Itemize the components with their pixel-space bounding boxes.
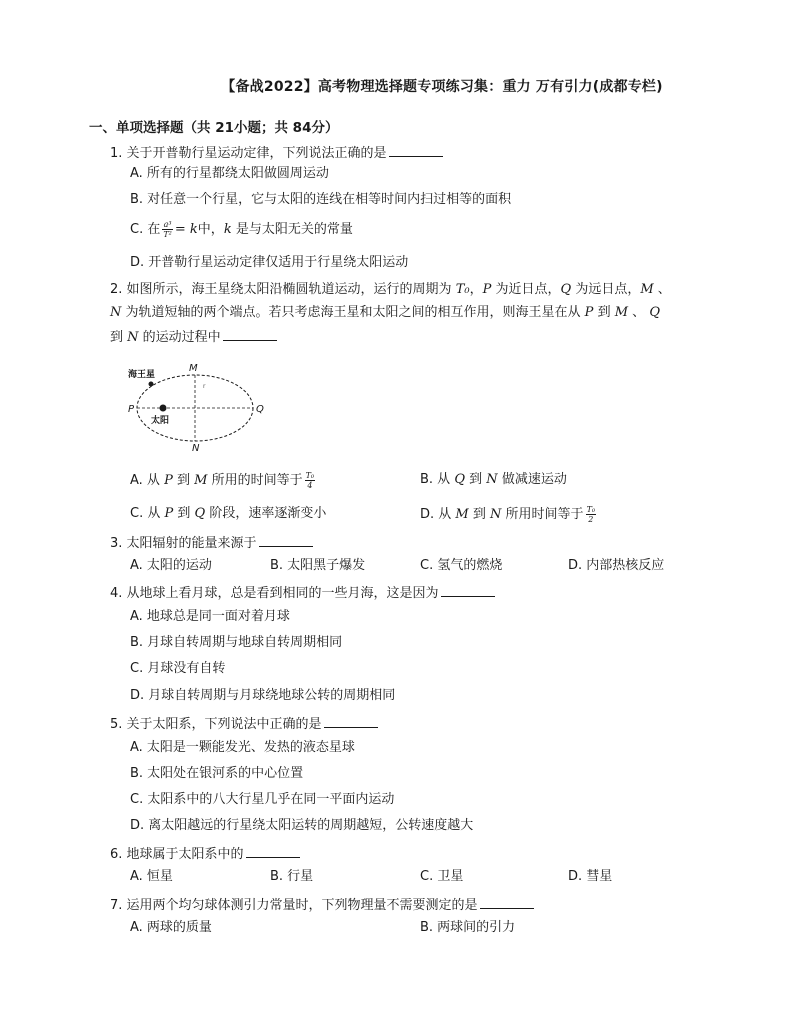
fraction: $\frac{\text{T₀}}{4}$ bbox=[305, 471, 315, 490]
question-5-option-a[interactable]: A. 太阳是一颗能发光、发热的液态星球 bbox=[130, 740, 355, 755]
question-6-stem: 6. 地球属于太阳系中的 bbox=[110, 845, 300, 864]
answer-blank[interactable] bbox=[389, 144, 443, 157]
section-heading: 一、单项选择题（共 21小题；共 84分） bbox=[89, 120, 339, 136]
question-2-stem-line-3: 到 N 的运动过程中 bbox=[110, 328, 277, 347]
question-2-option-a[interactable]: A. 从 P 到 M 所用的时间等于 $\frac{\text{T₀}}{4}$ bbox=[130, 471, 315, 490]
answer-blank[interactable] bbox=[324, 715, 378, 728]
question-2-stem-line-1: 2. 如图所示，海王星绕太阳沿椭圆轨道运动，运行的周期为 T₀，P 为近日点，Q 为远日点，M 、 bbox=[110, 282, 671, 297]
question-1-option-b[interactable]: B. 对任意一个行星，它与太阳的连线在相等时间内扫过相等的面积 bbox=[130, 192, 512, 207]
neptune-label: 海王星 bbox=[128, 370, 156, 380]
answer-blank[interactable] bbox=[223, 328, 277, 341]
question-4-option-b[interactable]: B. 月球自转周期与地球自转周期相同 bbox=[130, 635, 343, 650]
orbit-diagram bbox=[125, 360, 265, 452]
question-4-option-d[interactable]: D. 月球自转周期与月球绕地球公转的周期相同 bbox=[130, 688, 396, 703]
question-2-stem-line-2: N 为轨道短轴的两个端点。若只考虑海王星和太阳之间的相互作用，则海王星在从 P 到 M 、 Q bbox=[110, 305, 660, 320]
answer-blank[interactable] bbox=[441, 584, 495, 597]
question-1-option-d[interactable]: D. 开普勒行星运动定律仅适用于行星绕太阳运动 bbox=[130, 255, 409, 270]
page-title: 【备战2022】高考物理选择题专项练习集：重力 万有引力(成都专栏) bbox=[221, 79, 663, 95]
sun-dot bbox=[160, 405, 167, 412]
question-6-option-c[interactable]: C. 卫星 bbox=[420, 869, 464, 884]
sun-label: 太阳 bbox=[151, 416, 170, 426]
point-n-label: N bbox=[192, 443, 200, 452]
question-3-stem: 3. 太阳辐射的能量来源于 bbox=[110, 534, 313, 553]
question-6-option-b[interactable]: B. 行星 bbox=[270, 869, 314, 884]
point-m-label: M bbox=[189, 363, 198, 374]
question-3-option-b[interactable]: B. 太阳黑子爆发 bbox=[270, 558, 366, 573]
question-1-stem: 1. 关于开普勒行星运动定律，下列说法正确的是 bbox=[110, 144, 443, 163]
question-5-stem: 5. 关于太阳系，下列说法中正确的是 bbox=[110, 715, 378, 734]
question-5-option-b[interactable]: B. 太阳处在银河系的中心位置 bbox=[130, 766, 304, 781]
question-3-option-a[interactable]: A. 太阳的运动 bbox=[130, 558, 212, 573]
fraction: $\frac{\text{T₀}}{2}$ bbox=[586, 505, 596, 524]
question-2-option-d[interactable]: D. 从 M 到 N 所用时间等于 $\frac{\text{T₀}}{2}$ bbox=[420, 505, 596, 524]
answer-blank[interactable] bbox=[259, 534, 313, 547]
question-2-option-b[interactable]: B. 从 Q 到 N 做减速运动 bbox=[420, 472, 567, 487]
question-2-option-c[interactable]: C. 从 P 到 Q 阶段，速率逐渐变小 bbox=[130, 506, 327, 521]
answer-blank[interactable] bbox=[480, 896, 534, 909]
question-3-option-d[interactable]: D. 内部热核反应 bbox=[568, 558, 665, 573]
question-5-option-d[interactable]: D. 离太阳越远的行星绕太阳运转的周期越短，公转速度越大 bbox=[130, 818, 474, 833]
neptune-dot bbox=[149, 382, 154, 387]
question-7-option-a[interactable]: A. 两球的质量 bbox=[130, 920, 212, 935]
question-7-option-b[interactable]: B. 两球间的引力 bbox=[420, 920, 516, 935]
question-1-option-c[interactable]: C. 在 $\frac{\text{a³}}{\text{T²}}$ = k中，k 是与太阳无关的常量 bbox=[130, 220, 353, 239]
point-p-label: P bbox=[128, 404, 135, 415]
question-6-option-d[interactable]: D. 彗星 bbox=[568, 869, 613, 884]
question-7-stem: 7. 运用两个均匀球体测引力常量时，下列物理量不需要测定的是 bbox=[110, 896, 534, 915]
small-mark: r bbox=[203, 383, 206, 390]
question-6-option-a[interactable]: A. 恒星 bbox=[130, 869, 173, 884]
question-3-option-c[interactable]: C. 氢气的燃烧 bbox=[420, 558, 503, 573]
answer-blank[interactable] bbox=[246, 845, 300, 858]
question-1-option-a[interactable]: A. 所有的行星都绕太阳做圆周运动 bbox=[130, 166, 329, 181]
question-4-option-a[interactable]: A. 地球总是同一面对着月球 bbox=[130, 609, 290, 624]
question-4-option-c[interactable]: C. 月球没有自转 bbox=[130, 661, 226, 676]
question-5-option-c[interactable]: C. 太阳系中的八大行星几乎在同一平面内运动 bbox=[130, 792, 395, 807]
question-4-stem: 4. 从地球上看月球，总是看到相同的一些月海，这是因为 bbox=[110, 584, 495, 603]
point-q-label: Q bbox=[256, 404, 264, 415]
fraction: $\frac{\text{a³}}{\text{T²}}$ bbox=[163, 220, 172, 239]
